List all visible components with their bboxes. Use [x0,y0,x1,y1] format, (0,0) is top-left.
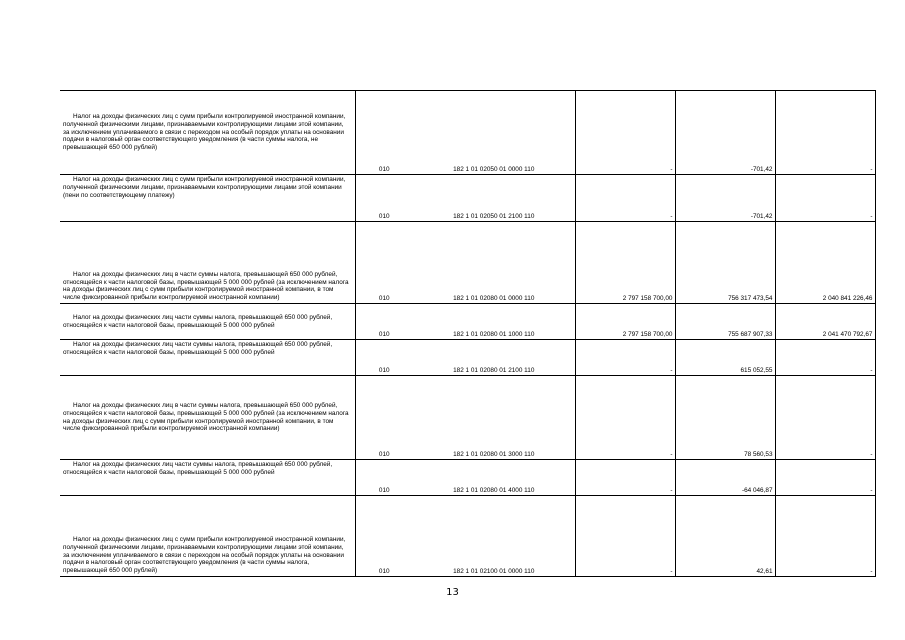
executed-amount-cell: -64 046,87 [675,460,775,496]
line-code-cell: 010 [355,376,413,460]
approved-amount-cell: - [575,376,675,460]
approved-amount-cell: - [575,340,675,376]
approved-amount-cell: 2 797 158 700,00 [575,304,675,340]
executed-amount-cell: 42,61 [675,496,775,577]
unexecuted-amount-cell: 2 040 841 226,46 [775,222,875,304]
budget-classification-code-cell: 182 1 01 02080 01 4000 110 [413,460,575,496]
line-code-cell: 010 [355,496,413,577]
line-code-cell: 010 [355,222,413,304]
income-name-cell: Налог на доходы физических лиц с сумм прибыли контролируемой иностранной компании, полученной физическими лицами, признаваемыми контролирующими лицами этой компании, за исключением уплачиваемого в связи с переходом на особый порядок уплаты на основании подачи в налоговый орган соответствующего уведомления (в части суммы налога, не превышающей 650 000 рублей) [60,91,355,175]
unexecuted-amount-cell: 2 041 470 792,67 [775,304,875,340]
executed-amount-cell: -701,42 [675,91,775,175]
income-name-cell: Налог на доходы физических лиц части суммы налога, превышающей 650 000 рублей, относящейся к части налоговой базы, превышающей 5 000 000 рублей [60,460,355,496]
budget-classification-code-cell: 182 1 01 02080 01 2100 110 [413,340,575,376]
page-number: 13 [446,587,459,598]
income-name-cell: Налог на доходы физических лиц в части суммы налога, превышающей 650 000 рублей, относящейся к части налоговой базы, превышающей 5 000 000 рублей (за исключением налога на доходы физических лиц с сумм прибыли контролируемой иностранной компании, в том числе фиксированной прибыли контролируемой иностранной компании) [60,222,355,304]
unexecuted-amount-cell: - [775,91,875,175]
income-name-cell: Налог на доходы физических лиц с сумм прибыли контролируемой иностранной компании, полученной физическими лицами, признаваемыми контролирующими лицами этой компании (пени по соответствующему платежу) [60,175,355,222]
unexecuted-amount-cell: - [775,460,875,496]
income-name-cell: Налог на доходы физических лиц с сумм прибыли контролируемой иностранной компании, полученной физическими лицами, признаваемыми контролирующими лицами этой компании, за исключением уплачиваемого в связи с переходом на особый порядок уплаты на основании подачи в налоговый орган соответствующего уведомления (в части суммы налога, превышающей 650 000 рублей) [60,496,355,577]
table-row [60,460,875,496]
line-code-cell: 010 [355,340,413,376]
income-name-cell: Налог на доходы физических лиц части суммы налога, превышающей 650 000 рублей, относящейся к части налоговой базы, превышающей 5 000 000 рублей [60,340,355,376]
income-name-cell: Налог на доходы физических лиц части суммы налога, превышающей 650 000 рублей, относящейся к части налоговой базы, превышающей 5 000 000 рублей [60,304,355,340]
budget-classification-code-cell: 182 1 01 02080 01 3000 110 [413,376,575,460]
executed-amount-cell: 755 687 907,33 [675,304,775,340]
approved-amount-cell: - [575,91,675,175]
income-name-cell: Налог на доходы физических лиц в части суммы налога, превышающей 650 000 рублей, относящейся к части налоговой базы, превышающей 5 000 000 рублей (за исключением налога на доходы физических лиц с сумм прибыли контролируемой иностранной компании, в том числе фиксированной прибыли контролируемой иностранной компании) [60,376,355,460]
line-code-cell: 010 [355,460,413,496]
table-row [60,496,875,577]
approved-amount-cell: - [575,175,675,222]
line-code-cell: 010 [355,304,413,340]
table-row [60,175,875,222]
approved-amount-cell: 2 797 158 700,00 [575,222,675,304]
executed-amount-cell: -701,42 [675,175,775,222]
table-row [60,222,875,304]
budget-classification-code-cell: 182 1 01 02050 01 0000 110 [413,91,575,175]
executed-amount-cell: 756 317 473,54 [675,222,775,304]
table-row [60,304,875,340]
unexecuted-amount-cell: - [775,376,875,460]
table-row [60,340,875,376]
report-table [60,90,876,577]
executed-amount-cell: 615 052,55 [675,340,775,376]
unexecuted-amount-cell: - [775,496,875,577]
executed-amount-cell: 78 560,53 [675,376,775,460]
budget-classification-code-cell: 182 1 01 02080 01 0000 110 [413,222,575,304]
line-code-cell: 010 [355,175,413,222]
table-row [60,376,875,460]
unexecuted-amount-cell: - [775,175,875,222]
budget-classification-code-cell: 182 1 01 02050 01 2100 110 [413,175,575,222]
approved-amount-cell: - [575,460,675,496]
budget-classification-code-cell: 182 1 01 02080 01 1000 110 [413,304,575,340]
unexecuted-amount-cell: - [775,340,875,376]
budget-classification-code-cell: 182 1 01 02100 01 0000 110 [413,496,575,577]
approved-amount-cell: - [575,496,675,577]
line-code-cell: 010 [355,91,413,175]
table-row [60,91,875,175]
